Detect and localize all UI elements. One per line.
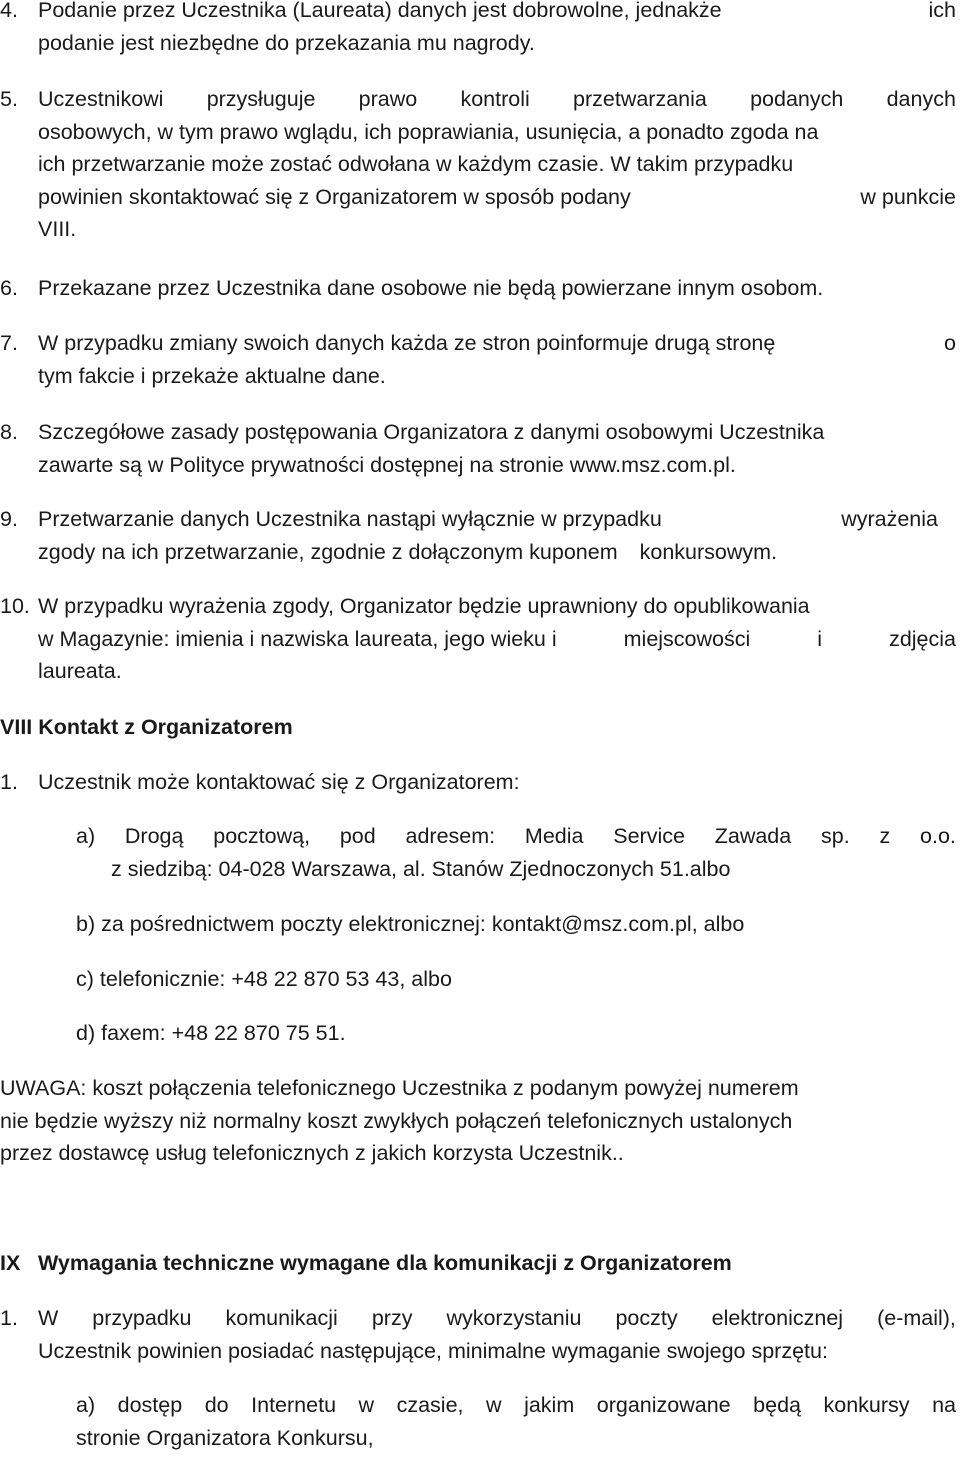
word: czasie, (396, 1393, 464, 1417)
text-line: nie będzie wyższy niż normalny koszt zwykłych połączeń telefonicznych ustalonych (0, 1108, 793, 1133)
text-line: osobowych, w tym prawo wglądu, ich poprawiania, usunięcia, a ponadto zgoda na (38, 119, 819, 144)
text-line: przez dostawcę usług telefonicznych z jakich korzysta Uczestnik.. (0, 1141, 624, 1165)
text-line: VIII. (38, 217, 77, 241)
word: w Magazynie: imienia i nazwiska laureata, jego wieku i (38, 626, 557, 651)
word: adresem: (405, 824, 496, 848)
list-number: 8. (0, 420, 18, 444)
word: Zawada (714, 824, 792, 848)
word: przypadku (92, 1306, 192, 1330)
word: Media (524, 824, 584, 848)
sub-key: a) (76, 1393, 96, 1417)
word: i (817, 626, 823, 651)
text-line: ich (928, 0, 956, 22)
text-line: zgody na ich przetwarzanie, zgodnie z dołączonym kuponem (38, 539, 618, 564)
word: zdjęcia (889, 626, 956, 651)
word: prawo (358, 87, 418, 111)
word: z (879, 824, 891, 848)
word: w (358, 1393, 375, 1417)
word: przysługuje (206, 87, 316, 111)
list-number: 1. (0, 770, 18, 794)
list-number: 6. (0, 276, 18, 300)
word: konkursy (823, 1393, 910, 1417)
heading-text: Wymagania techniczne wymagane dla komunikacji z Organizatorem (38, 1251, 732, 1275)
list-number: 7. (0, 331, 18, 355)
word: W (38, 1306, 59, 1330)
text-line: Szczegółowe zasady postępowania Organizatora z danymi osobowymi Uczestnika (38, 420, 825, 444)
word: kontroli (460, 87, 530, 111)
word: danych (886, 87, 956, 111)
word: Service (613, 824, 685, 848)
heading-text: VIII Kontakt z Organizatorem (0, 715, 293, 739)
text-line: tym fakcie i przekaże aktualne dane. (38, 363, 386, 388)
heading-number: IX (0, 1251, 21, 1275)
text-line: d) faxem: +48 22 870 75 51. (76, 1021, 346, 1045)
text-line (38, 623, 956, 656)
list-number: 10. (0, 594, 30, 618)
word: przy (371, 1306, 413, 1330)
text-line: powinien skontaktować się z Organizatorem w sposób podany (38, 184, 631, 209)
word: o.o. (920, 824, 956, 848)
text-line: Podanie przez Uczestnika (Laureata) danych jest dobrowolne, jednakże (38, 0, 722, 22)
word: miejscowości (623, 626, 751, 651)
word: będą (753, 1393, 801, 1417)
text-line: Przekazane przez Uczestnika dane osobowe nie będą powierzane innym osobom. (38, 276, 824, 300)
text-line: W przypadku wyrażenia zgody, Organizator będzie uprawniony do opublikowania (38, 594, 810, 618)
word: w (486, 1393, 502, 1417)
word: Uczestnikowi (38, 87, 164, 111)
text-line (76, 820, 956, 853)
text-line: wyrażenia (841, 507, 938, 531)
text-line (76, 1389, 956, 1422)
text-line: o (944, 331, 956, 355)
word: wykorzystaniu (446, 1306, 582, 1330)
text-line: laureata. (38, 659, 122, 683)
word: pocztową, (213, 824, 311, 848)
sub-key: a) (76, 824, 96, 848)
word: komunikacji (225, 1306, 338, 1330)
word: na (932, 1393, 956, 1417)
text-line: b) za pośrednictwem poczty elektronicznej: kontakt@msz.com.pl, albo (76, 912, 745, 936)
text-line (38, 83, 956, 116)
word: do (204, 1393, 229, 1417)
text-line (38, 1302, 956, 1335)
word: Internetu (251, 1393, 337, 1417)
text-line: w punkcie (860, 184, 956, 209)
word: pod (339, 824, 376, 848)
text-line: Przetwarzanie danych Uczestnika nastąpi wyłącznie w przypadku (38, 507, 662, 531)
word: jakim (524, 1393, 575, 1417)
list-number: 4. (0, 0, 18, 22)
text-line: zawarte są w Polityce prywatności dostępnej na stronie www.msz.com.pl. (38, 452, 736, 477)
word: podanych (750, 87, 844, 111)
text-line: c) telefonicznie: +48 22 870 53 43, albo (76, 967, 452, 991)
list-number: 9. (0, 507, 18, 531)
word: organizowane (596, 1393, 731, 1417)
word: przetwarzania (573, 87, 707, 111)
list-number: 5. (0, 87, 18, 111)
word: poczty (615, 1306, 678, 1330)
text-line: ich przetwarzanie może zostać odwołana w każdym czasie. W takim przypadku (38, 152, 794, 176)
word: sp. (821, 824, 850, 848)
text-line: podanie jest niezbędne do przekazania mu nagrody. (38, 30, 535, 55)
text-line: konkursowym. (639, 539, 778, 564)
text-line: Uczestnik powinien posiadać następujące, minimalne wymaganie swojego sprzętu: (38, 1338, 828, 1363)
list-number: 1. (0, 1306, 18, 1330)
text-line: UWAGA: koszt połączenia telefonicznego Uczestnika z podanym powyżej numerem (0, 1076, 799, 1100)
word: (e-mail), (877, 1306, 956, 1330)
word: dostęp (117, 1393, 183, 1417)
text-line: z siedzibą: 04-028 Warszawa, al. Stanów Zjednoczonych 51.albo (111, 857, 731, 881)
word: Drogą (124, 824, 184, 848)
word: elektronicznej (711, 1306, 844, 1330)
text-line: W przypadku zmiany swoich danych każda ze stron poinformuje drugą stronę (38, 331, 776, 355)
text-line: stronie Organizatora Konkursu, (76, 1425, 374, 1450)
text-line: Uczestnik może kontaktować się z Organizatorem: (38, 770, 520, 794)
